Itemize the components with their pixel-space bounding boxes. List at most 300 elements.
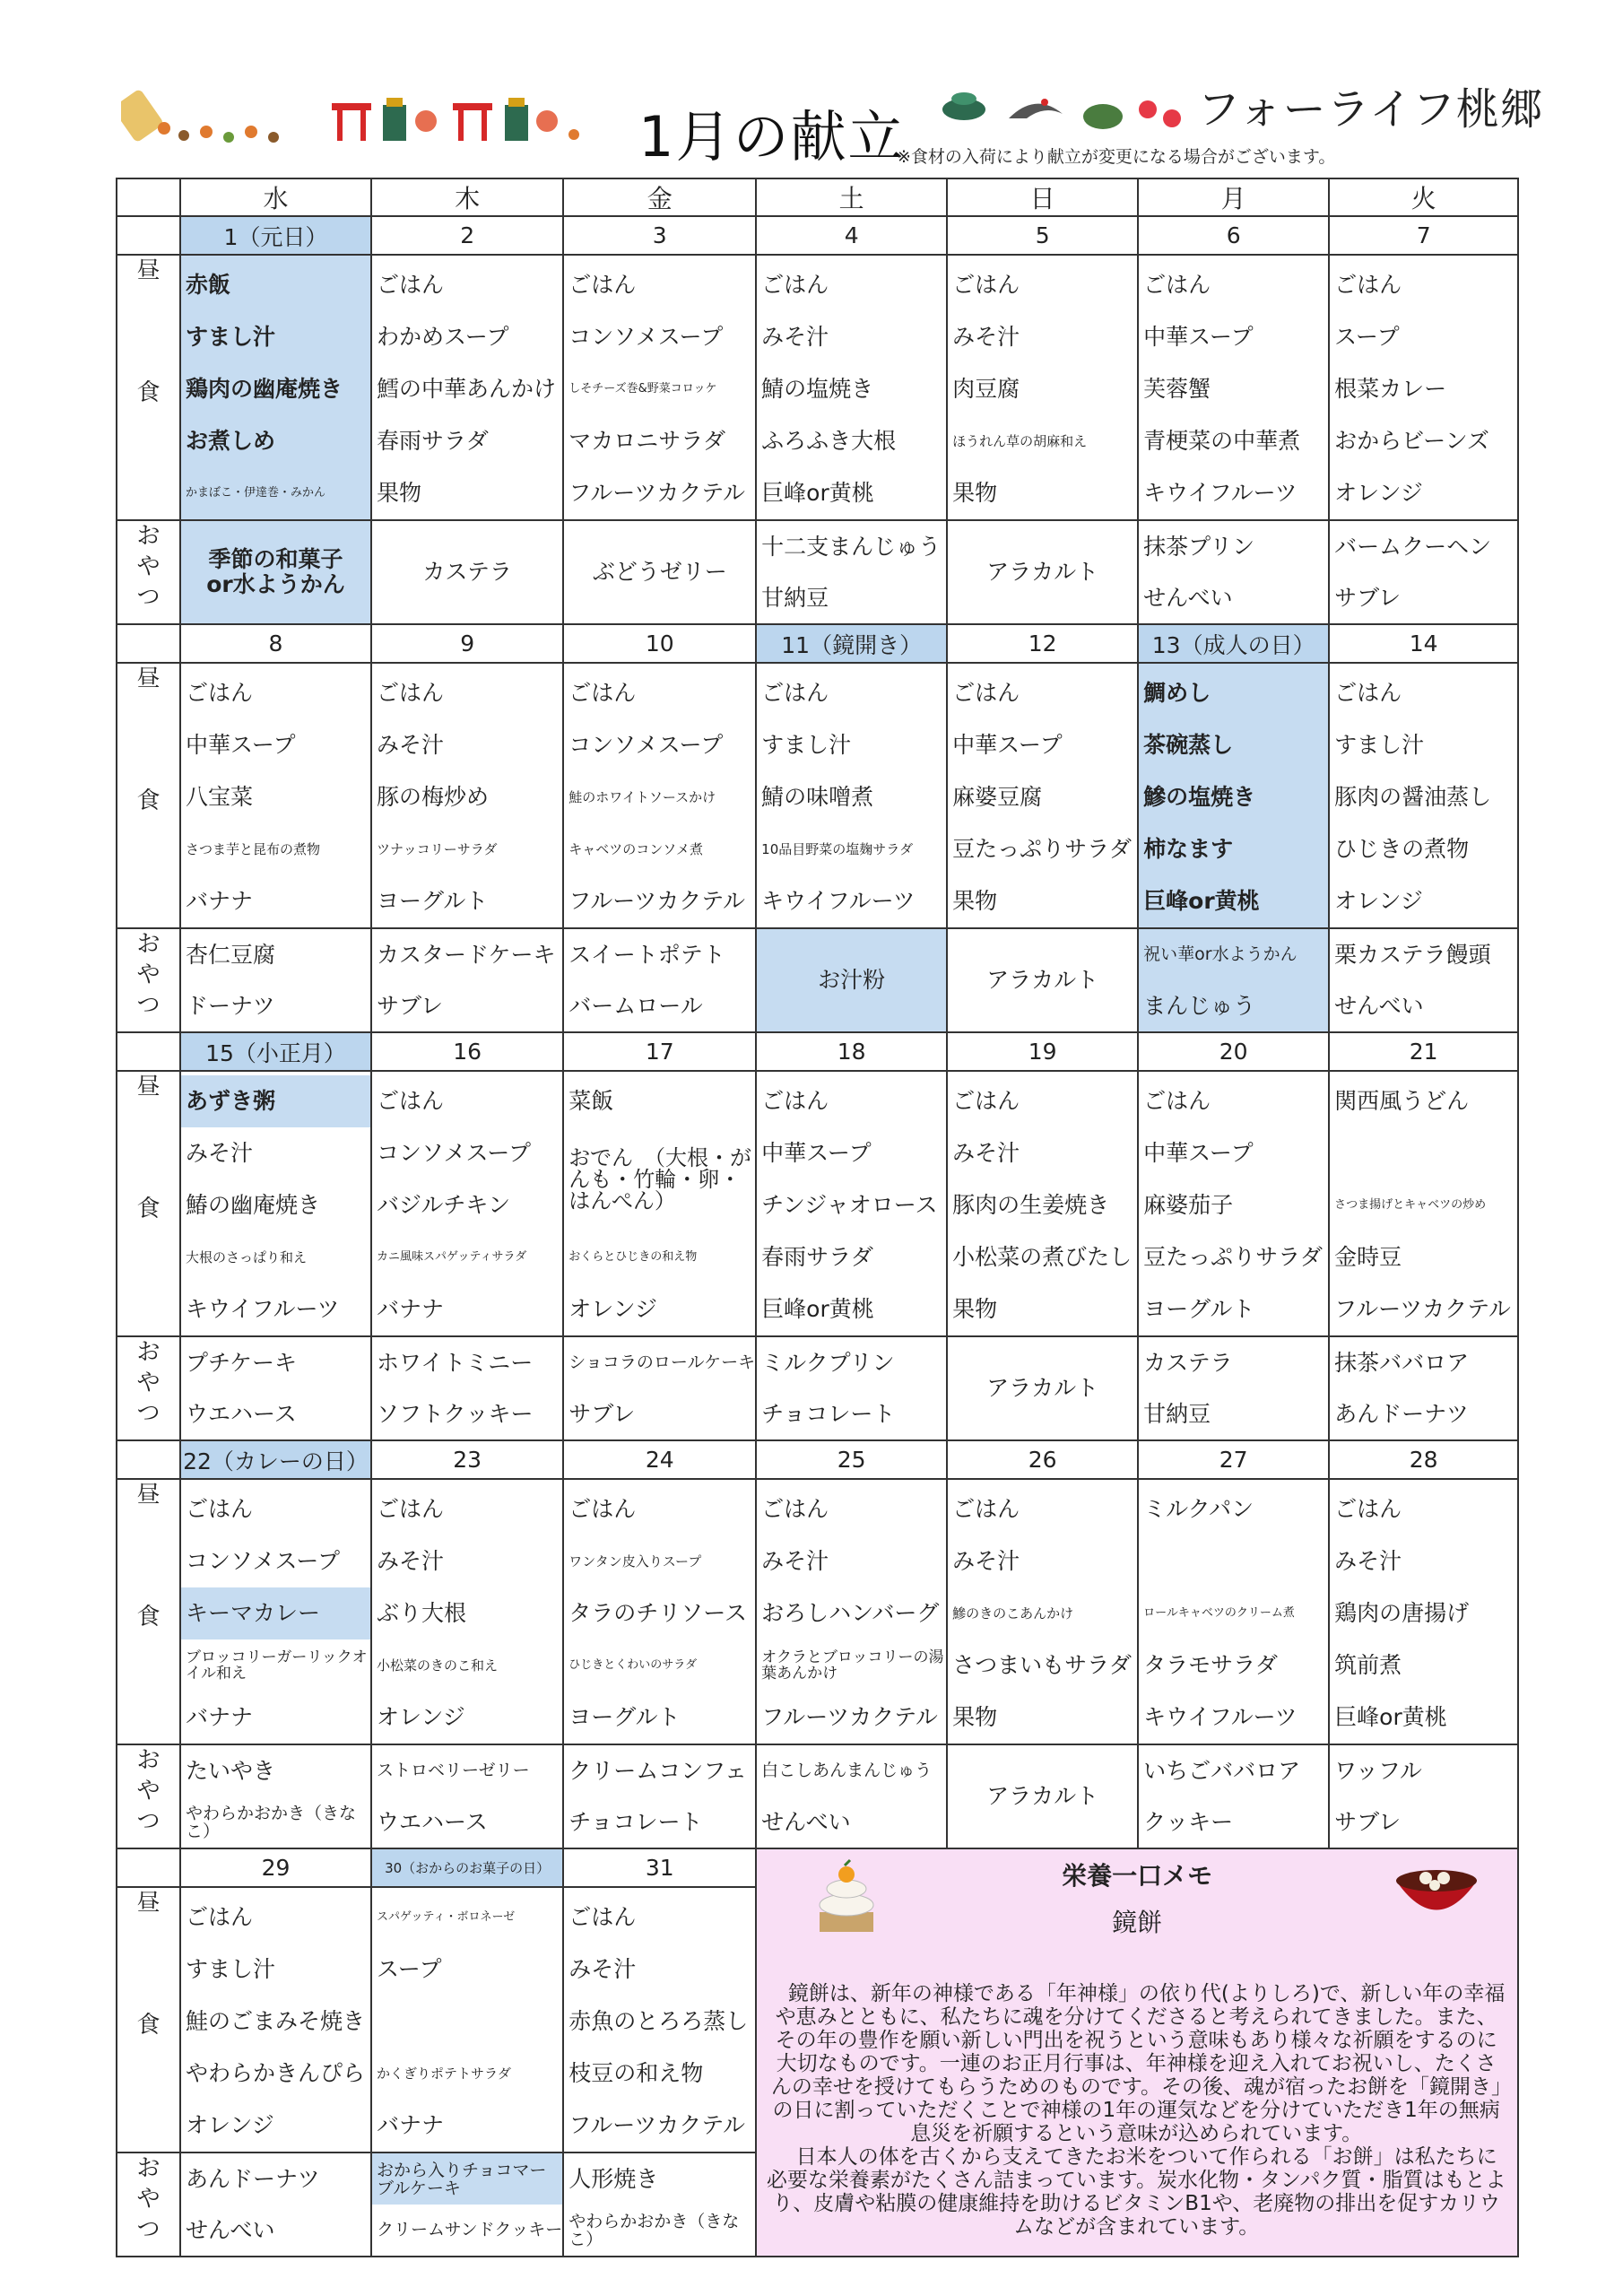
lunch-item: 中華スープ [1143,1140,1254,1166]
snack-item: バームロール [568,993,703,1019]
weekday-0: 水 [180,178,371,216]
lunch-item: ごはん [761,680,829,706]
lunch-cell [756,255,947,520]
date-row-spacer [117,1440,180,1479]
snack-item: たいやき [186,1758,276,1784]
snack-item: ホワイトミニー [377,1350,534,1376]
date-label: 16 [371,1032,563,1071]
snack-item: 十二支まんじゅう [761,534,942,560]
date-label: 25 [756,1440,947,1479]
lunch-label: 昼 食 [117,1071,180,1336]
lunch-item: さつまいもサラダ [952,1652,1132,1678]
lunch-item: あずき粥 [181,1075,370,1127]
snack-cell [180,928,371,1032]
date-label: 8 [180,624,371,663]
snack-item: カステラ [1143,1350,1233,1376]
snack-item: サブレ [1334,585,1402,611]
lunch-label: 昼 食 [117,1479,180,1744]
lunch-item: ごはん [761,1088,829,1114]
lunch-label: 昼 食 [117,255,180,520]
lunch-cell [1138,1479,1329,1744]
lunch-item [372,1996,562,2048]
snack-item: 栗カステラ饅頭 [1334,942,1491,968]
snack-item: まんじゅう [1143,993,1256,1019]
snack-row [117,928,1518,1032]
weekday-header-row [117,178,1518,216]
lunch-item: ごはん [952,680,1020,706]
snack-item: バームクーヘン [1334,534,1492,560]
lunch-item: タラモサラダ [1143,1652,1278,1678]
lunch-item: マカロニサラダ [568,428,726,454]
date-label: 31 [563,1848,756,1887]
lunch-item: ぶり大根 [377,1600,467,1626]
lunch-item: フルーツカクテル [761,1704,938,1730]
snack-item: ストロベリーゼリー [377,1761,530,1780]
snack-label: お や つ [117,1744,180,1848]
snack-item: ワッフル [1334,1758,1422,1784]
date-label: 20 [1138,1032,1329,1071]
snack-cell [180,2152,371,2257]
snack-item: せんべい [1334,993,1424,1019]
lunch-cell [1329,1479,1518,1744]
lunch-item: 肉豆腐 [952,376,1020,402]
lunch-item: 枝豆の和え物 [568,2060,704,2086]
snack-cell [563,1336,756,1440]
date-row [117,216,1518,255]
snack-cell [180,1336,371,1440]
lunch-item: フルーツカクテル [568,888,746,914]
snack-row [117,1744,1518,1848]
lunch-item: 10品目野菜の塩麹サラダ [761,841,914,857]
snack-item: お汁粉 [818,966,886,993]
lunch-cell [371,1887,563,2152]
date-label: 30（おからのお菓子の日） [371,1848,563,1887]
lunch-item: バナナ [186,1704,254,1730]
snack-item: ショコラのロールケーキ [568,1352,756,1372]
lunch-cell [947,255,1138,520]
lunch-item: オレンジ [186,2112,274,2138]
lunch-item: 巨峰or黄桃 [761,480,874,506]
lunch-cell [180,1887,371,2152]
lunch-item: カニ風味スパゲッティサラダ [377,1250,527,1264]
snack-cell [371,520,563,624]
lunch-item: かくぎりポテトサラダ [377,2066,511,2082]
lunch-item: みそ汁 [377,732,445,758]
snack-cell [756,520,947,624]
snack-cell [371,928,563,1032]
lunch-cell [1329,255,1518,520]
lunch-row [117,255,1518,520]
lunch-cell [1138,255,1329,520]
lunch-row [117,1479,1518,1744]
snack-item: チョコレート [568,1809,703,1835]
kagami-mochi-icon [811,1849,882,1939]
lunch-item: スープ [377,1956,442,1982]
snack-cell [371,1336,563,1440]
lunch-item: すまし汁 [186,324,276,350]
brand-name: フォーライフ桃郷 [1197,84,1544,135]
snack-item: ウエハース [186,1401,297,1427]
lunch-item: みそ汁 [186,1140,254,1166]
lunch-item: 豚肉の醤油蒸し [1334,784,1492,810]
lunch-cell [180,255,371,520]
lunch-item: みそ汁 [568,1956,637,1982]
date-row-spacer [117,1032,180,1071]
snack-cell [563,928,756,1032]
lunch-item: しそチーズ巻&野菜コロッケ [568,382,717,396]
lunch-label: 昼 食 [117,1887,180,2152]
page-title: 1月の献立 [638,104,906,170]
snack-item: ドーナツ [186,993,275,1019]
lunch-item: キウイフルーツ [1143,1704,1298,1730]
snack-cell [180,1744,371,1848]
snack-item: 甘納豆 [761,585,829,611]
lunch-item: 関西風うどん [1334,1088,1470,1114]
lunch-item: 春雨サラダ [377,428,489,454]
date-label: 22（カレーの日） [180,1440,371,1479]
date-label: 10 [563,624,756,663]
snack-cell [947,928,1138,1032]
snack-label: お や つ [117,520,180,624]
lunch-item: 巨峰or黄桃 [761,1296,874,1322]
lunch-cell [371,1479,563,1744]
lunch-item: かまぼこ・伊達巻・みかん [186,486,326,500]
lunch-item: 赤飯 [186,272,231,298]
snack-item: せんべい [761,1809,851,1835]
date-label: 29 [180,1848,371,1887]
lunch-item: 芙蓉蟹 [1143,376,1211,402]
lunch-item: 麻婆茄子 [1143,1192,1234,1218]
snack-item: おから入りチョコマーブルケーキ [372,2153,562,2205]
lunch-item: ごはん [952,272,1020,298]
lunch-item: キウイフルーツ [186,1296,340,1322]
snack-item: やわらかおかき（きなこ） [186,1803,357,1841]
lunch-cell [756,663,947,928]
lunch-cell [180,1071,371,1336]
lunch-item: みそ汁 [377,1548,445,1574]
date-label: 5 [947,216,1138,255]
snack-item: プチケーキ [186,1350,298,1376]
lunch-item: すまし汁 [761,732,852,758]
lunch-cell [371,663,563,928]
lunch-item: 中華スープ [1143,324,1254,350]
lunch-cell [947,663,1138,928]
lunch-item: コンソメスープ [377,1140,532,1166]
lunch-item: 鯖の味噌煮 [761,784,874,810]
lunch-cell [371,255,563,520]
lunch-item: みそ汁 [952,1140,1020,1166]
date-label: 17 [563,1032,756,1071]
lunch-item: みそ汁 [761,1548,829,1574]
lunch-item: ふろふき大根 [761,428,897,454]
lunch-item: 柿なます [1143,836,1234,862]
lunch-item: 果物 [952,1296,998,1322]
date-label: 12 [947,624,1138,663]
lunch-cell [1329,1071,1518,1336]
snack-item: カステラ [422,558,512,585]
lunch-item: ごはん [568,1904,637,1930]
lunch-item: 鮭のごまみそ焼き [186,2008,366,2034]
lunch-item: ごはん [1143,1088,1211,1114]
lunch-cell [563,1071,756,1336]
lunch-item: バナナ [377,1296,445,1322]
lunch-item: さつま芋と昆布の煮物 [186,841,321,857]
lunch-item: やわらかきんぴら [186,2060,366,2086]
lunch-item: バジルチキン [377,1192,511,1218]
lunch-item: キャベツのコンソメ煮 [568,841,703,857]
snack-cell [1138,1336,1329,1440]
snack-item: あんドーナツ [1334,1401,1469,1427]
snack-item: アラカルト [986,1374,1099,1401]
lunch-cell [563,1479,756,1744]
pine-crane-plum-icon [937,83,1188,136]
lunch-item: みそ汁 [952,1548,1020,1574]
snack-item: 人形焼き [568,2166,659,2192]
lunch-item: オレンジ [1334,480,1423,506]
lunch-item: ヨーグルト [1143,1296,1255,1322]
snack-cell [947,520,1138,624]
snack-item: チョコレート [761,1401,896,1427]
lunch-item: スパゲッティ・ボロネーゼ [377,1910,516,1924]
page-header [0,0,1623,179]
lunch-item: さつま揚げとキャベツの炒め [1334,1198,1487,1212]
lunch-item: ひじきの煮物 [1334,836,1470,862]
lunch-item: ごはん [1334,272,1402,298]
lunch-item: 大根のさっぱり和え [186,1249,308,1265]
lunch-item: すまし汁 [1334,732,1425,758]
snack-cell [371,2152,563,2257]
lunch-label: 昼 食 [117,663,180,928]
lunch-item: 赤魚のとろろ蒸し [568,2008,749,2034]
date-row [117,1440,1518,1479]
lunch-item: ミルクパン [1143,1496,1254,1522]
lunch-item: みそ汁 [952,324,1020,350]
lunch-item: 豚肉の生姜焼き [952,1192,1110,1218]
lunch-item: コンソメスープ [568,324,724,350]
snack-item: 祝い華or水ようかん [1143,944,1298,964]
lunch-item: オクラとブロッコリーの湯葉あんかけ [761,1648,944,1683]
snack-label: お や つ [117,1336,180,1440]
snack-item: 抹茶ババロア [1334,1350,1470,1376]
lunch-cell [1138,663,1329,928]
snack-cell [756,1336,947,1440]
lunch-item: わかめスープ [377,324,509,350]
lunch-item: コンソメスープ [568,732,724,758]
lunch-item [1139,1535,1328,1587]
lunch-item: コンソメスープ [186,1548,341,1574]
lunch-item: ごはん [186,1496,254,1522]
lunch-item: おくらとひじきの和え物 [568,1250,698,1264]
lunch-item: 豚の梅炒め [377,784,490,810]
lunch-item: ブロッコリーガーリックオイル和え [186,1648,368,1683]
snack-item: やわらかおかき（きなこ） [568,2211,740,2249]
snack-cell [1329,928,1518,1032]
snack-cell [1138,928,1329,1032]
lunch-item: 小松菜の煮びたし [952,1244,1133,1270]
memo-paragraph: 鏡餅は、新年の神様である「年神様」の依り代(よりしろ)で、新しい年の幸福や恵みとともに、私たちに魂を分けてくださると考えられてきました。また、その年の豊作を願い新しい門出を祝うという意味もあり様々な祈願をするのに大切なものです。一連のお正月行事は、年神様を迎え入れてお祝いし、たくさんの幸せを授けてもらうためのものです。その後、魂が宿ったお餅を「鏡開き」の日に割っていただくことで神様の1年の運気などを分けていただき1年の無病息災を祈願するという意味が込められています。 [770,1982,1506,2145]
lunch-item: 金時豆 [1334,1244,1402,1270]
lunch-item: オレンジ [377,1704,465,1730]
lunch-item: お煮しめ [186,428,276,454]
snack-label: お や つ [117,928,180,1032]
snack-item: クリームコンフェ [568,1758,748,1784]
lunch-item: オレンジ [1334,888,1423,914]
lunch-item: 青梗菜の中華煮 [1143,428,1301,454]
snack-cell [563,520,756,624]
lunch-item: ごはん [377,272,445,298]
lunch-item: 菜飯 [568,1088,614,1114]
menu-calendar [116,178,1519,2257]
lunch-item: 春雨サラダ [761,1244,873,1270]
lunch-item: フルーツカクテル [1334,1296,1511,1322]
snack-cell [756,928,947,1032]
lunch-item: バナナ [377,2112,445,2138]
lunch-item: ごはん [568,1496,637,1522]
lunch-cell [180,1479,371,1744]
lunch-cell [947,1479,1138,1744]
lunch-item: ツナッコリーサラダ [377,841,498,857]
weekday-1: 木 [371,178,563,216]
lunch-cell [563,255,756,520]
snack-item: アラカルト [986,966,1099,993]
lunch-item: 鮭のホワイトソースかけ [568,789,716,805]
snack-item: クッキー [1143,1809,1234,1835]
date-label: 27 [1138,1440,1329,1479]
date-label: 28 [1329,1440,1518,1479]
date-row-spacer [117,216,180,255]
lunch-cell [371,1071,563,1336]
snack-item: サブレ [1334,1809,1402,1835]
lunch-item: 豆たっぷりサラダ [1143,1244,1323,1270]
date-label: 24 [563,1440,756,1479]
lunch-row [117,663,1518,928]
lunch-item: ワンタン皮入りスープ [568,1553,702,1570]
lunch-item: 茶碗蒸し [1143,732,1234,758]
snack-item: 抹茶プリン [1143,534,1255,560]
lunch-item: 果物 [952,480,998,506]
lunch-item: 鰆の幽庵焼き [186,1192,321,1218]
nutrition-memo [756,1848,1518,2257]
snack-cell [563,1744,756,1848]
lunch-item: ごはん [952,1088,1020,1114]
lunch-item: 中華スープ [761,1140,872,1166]
lunch-cell [756,1479,947,1744]
snack-cell [1138,1744,1329,1848]
date-row-spacer [117,624,180,663]
weekday-3: 土 [756,178,947,216]
date-label: 18 [756,1032,947,1071]
date-label: 15（小正月） [180,1032,371,1071]
lunch-cell [180,663,371,928]
lunch-item: 鯖の塩焼き [761,376,874,402]
lunch-item: 鯛めし [1143,680,1211,706]
lunch-row [117,1071,1518,1336]
lunch-item: 巨峰or黄桃 [1334,1704,1447,1730]
lunch-cell [947,1071,1138,1336]
lunch-item: オレンジ [568,1296,658,1322]
snack-item: 白こしあんまんじゅう [761,1761,933,1780]
lunch-item: ロールキャベツのクリーム煮 [1143,1606,1295,1620]
snack-cell [1329,1336,1518,1440]
lunch-item: ごはん [1334,680,1402,706]
date-label: 7 [1329,216,1518,255]
date-label: 4 [756,216,947,255]
memo-heading: 栄養一口メモ [1062,1861,1213,1891]
lunch-item: 巨峰or黄桃 [1143,888,1260,914]
weekday-5: 月 [1138,178,1329,216]
snack-item: アラカルト [986,558,1099,585]
corner-cell [117,178,180,216]
lunch-item: おろしハンバーグ [761,1600,940,1626]
lunch-item: ごはん [952,1496,1020,1522]
lunch-item: 八宝菜 [186,784,254,810]
lunch-item: ほうれん草の胡麻和え [952,433,1088,449]
lunch-item: 鶏肉の唐揚げ [1334,1600,1470,1626]
lunch-item: ごはん [186,680,254,706]
menu-change-notice: ※食材の入荷により献立が変更になる場合がございます。 [897,147,1336,167]
date-label: 11（鏡開き） [756,624,947,663]
lunch-item: キウイフルーツ [761,888,916,914]
lunch-cell [1138,1071,1329,1336]
date-label: 19 [947,1032,1138,1071]
lunch-item: おでん （大根・がんも・竹輪・卵・はんぺん） [568,1145,752,1213]
snack-item: カスタードケーキ [377,942,556,968]
snack-cell [1138,520,1329,624]
lunch-item: バナナ [186,888,254,914]
lunch-item: ごはん [761,272,829,298]
snack-cell [563,2152,756,2257]
snack-cell [371,1744,563,1848]
weekday-4: 日 [947,178,1138,216]
snack-item: いちごババロア [1143,1758,1301,1784]
snack-cell [756,1744,947,1848]
lunch-item: ごはん [377,1088,445,1114]
snack-item: 杏仁豆腐 [186,942,276,968]
lunch-item: フルーツカクテル [568,2112,746,2138]
snack-item: あんドーナツ [186,2166,320,2192]
lunch-item: ヨーグルト [568,1704,681,1730]
snack-item: 甘納豆 [1143,1401,1211,1427]
lunch-item: みそ汁 [1334,1548,1402,1574]
date-label: 6 [1138,216,1329,255]
lunch-item: タラのチリソース [568,1600,748,1626]
lunch-item: 果物 [952,1704,998,1730]
memo-paragraph: 日本人の体を古くから支えてきたお米をついて作られる「お餅」は私たちに必要な栄養素がたくさん詰まっています。炭水化物・タンパク質・脂質はもとより、皮膚や粘膜の健康維持を助けるビタミンB1や、老廃物の排出を促すカリウムなどが含まれています。 [766,2145,1506,2239]
snack-item: せんべい [186,2217,275,2243]
snack-row [117,1336,1518,1440]
lunch-cell [756,1071,947,1336]
date-label: 14 [1329,624,1518,663]
date-row [117,1032,1518,1071]
snack-item: スイートポテト [568,942,725,968]
oshiruko-bowl-icon [1392,1858,1481,1930]
snack-row [117,520,1518,624]
lunch-item: チンジャオロース [761,1192,938,1218]
snack-cell [947,1336,1138,1440]
lunch-item: ごはん [377,1496,445,1522]
lunch-item: おからビーンズ [1334,428,1489,454]
lunch-cell [563,1887,756,2152]
snack-item: アラカルト [986,1782,1099,1809]
lunch-item: 果物 [377,480,422,506]
date-label: 1（元日） [180,216,371,255]
snack-cell [1329,1744,1518,1848]
date-label: 9 [371,624,563,663]
snack-item: せんべい [1143,585,1233,611]
lunch-item: ごはん [761,1496,829,1522]
snack-item: クリームサンドクッキー [377,2220,563,2239]
lunch-item: ごはん [1334,1496,1402,1522]
